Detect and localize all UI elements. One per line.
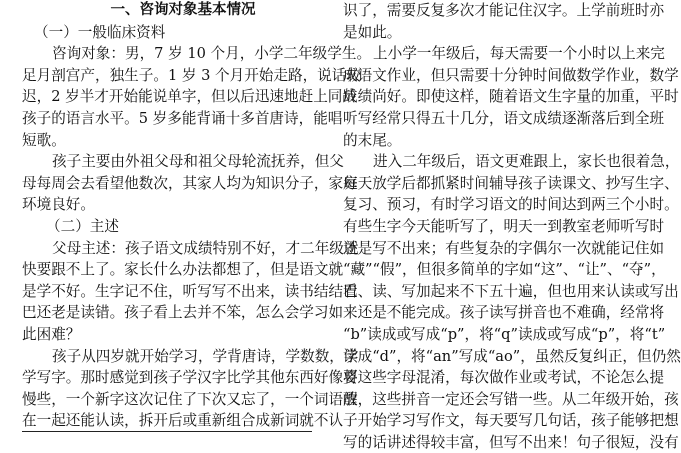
paragraph-line: 写的话讲述得较丰富，但写不出来！句子很短，没有 [343,433,679,451]
paragraph-line: 咨询对象：男，7 岁 10 个月，小学二年级学生。 [52,45,372,63]
paragraph-line: 足月剖宫产，独生子。1 岁 3 个月开始走路，说话较 [22,66,361,84]
paragraph-line: 母每周会去看望他数次，其家人均为知识分子，家庭 [22,174,358,192]
paragraph-line: 将这些字母混淆，每次做作业或考试，不论怎么提 [343,369,665,387]
paragraph-line: “藏”“假”，但很多简单的字如“这”、“让”、“夺”， [343,261,666,279]
paragraph-line: 巴还老是读错。孩子看上去并不笨，怎么会学习如 [22,304,344,322]
paragraph-line: 孩子主要由外祖父母和祖父母轮流抚养，但父 [52,153,344,171]
paragraph-line: 成绩尚好。即使这样，随着语文生字量的加重，平时 [343,88,679,106]
paragraph-line: 父母主述：孩子语文成绩特别不好，才二年级就 [52,239,359,257]
subheading-clinical-info: （一）一般临床资料 [34,23,166,41]
paragraph-line: 环境良好。 [22,196,95,214]
paragraph-line: 有些生字今天能听写了，明天一到教室老师听写时 [343,217,665,235]
paragraph-line: 上小学一年级后，每天需要一个小时以上来完 [373,45,665,63]
paragraph-line: 慢些，一个新字这次记住了下次又忘了，一个词语放 [22,390,358,408]
right-column [343,0,681,453]
paragraph-line: 的末尾。 [343,131,402,149]
bottom-rule-divider [22,431,312,432]
left-column [22,0,372,432]
paragraph-line: “b”读成或写成“p”，将“q”读成或写成“p”，将“t” [343,325,666,343]
section-title: 一、咨询对象基本情况 [110,2,256,18]
paragraph-line: 此困难？ [22,325,81,343]
paragraph-line: 是如此。 [343,23,402,41]
paragraph-line: 每天放学后都抓紧时间辅导孩子读课文、抄写生字、 [343,174,679,192]
paragraph-line: 迟，2 岁半才开始能说单字，但以后迅速地赶上同龄 [22,88,357,106]
paragraph-line: 快要跟不上了。家长什么办法都想了，但是语文就 [22,261,344,279]
paragraph-line: 醒，这些拼音一定还会写错一些。从二年级开始，孩 [343,390,679,408]
paragraph-line: 是学不好。生字记不住，听写写不出来，读书结结巴 [22,282,358,300]
paragraph-line: 子开始学习写作文，每天要写几句话，孩子能够把想 [343,412,679,430]
paragraph-line: 看、读、写加起来不下五十遍，但也用来认读或写出 [343,282,679,300]
paragraph-line: 孩子从四岁就开始学习，学背唐诗，学数数，学 [52,347,359,365]
paragraph-line: 孩子的语言水平。5 岁多能背诵十多首唐诗，能唱 [22,109,343,127]
paragraph-line: 读成“d”，将“an”写成“ao”，虽然反复纠正，但仍然 [343,347,681,365]
subheading-complaint: （二）主述 [46,217,119,235]
paragraph-line: 听写经常只得五十几分，语文成绩逐渐落后到全班 [343,109,665,127]
paragraph-line: 成语文作业，但只需要十分钟时间做数学作业，数学 [343,66,679,84]
paragraph-line: 在一起还能认读，拆开后或重新组合成新词就不认 [22,412,344,430]
paragraph-line: 短歌。 [22,131,66,149]
paragraph-line: 识了，需要反复多次才能记住汉字。上学前班时亦 [343,2,665,19]
paragraph-line: 复习、预习，有时学习语文的时间达到两三个小时。 [343,196,679,214]
paragraph-line: 来还是不能完成。孩子读写拼音也不难确，经常将 [343,304,665,322]
paragraph-line: 进入二年级后，语文更难跟上，家长也很着急， [373,153,680,171]
paragraph-line: 还是写不出来；有些复杂的字偶尔一次就能记住如 [343,239,665,257]
paragraph-line: 学写字。那时感觉到孩子学汉字比学其他东西好像要 [22,369,358,387]
